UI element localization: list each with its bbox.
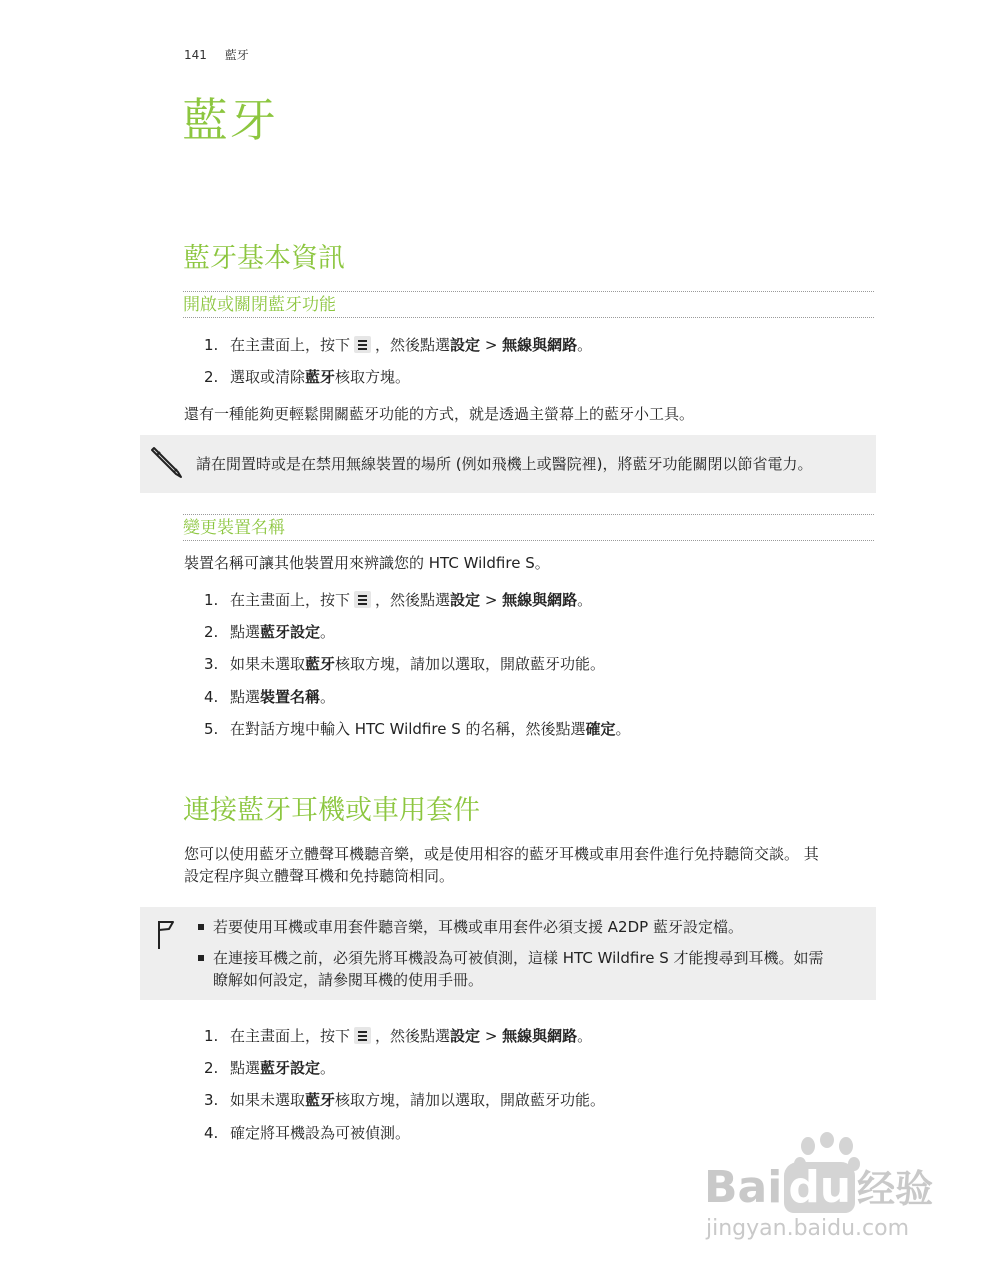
step-bold: 設定 [450, 1027, 481, 1045]
step-bold: 確定 [585, 720, 616, 738]
watermark-brand-b: du [784, 1162, 855, 1213]
step-text: 。 [320, 688, 336, 706]
step-bold: 藍牙 [305, 1091, 336, 1109]
step-bold: 藍牙 [305, 655, 336, 673]
step-bold: 藍牙設定 [260, 623, 321, 641]
list-item [204, 1057, 335, 1079]
step-bold: 無線與網路 [502, 591, 578, 609]
tip-box [140, 435, 876, 493]
step-bold: 無線與網路 [502, 1027, 578, 1045]
note-bullet-text: 若要使用耳機或車用套件聽音樂，耳機或車用套件必須支援 A2DP 藍牙設定檔。 [213, 918, 743, 936]
watermark-brand-c: 经验 [857, 1167, 934, 1211]
list-item [204, 1025, 592, 1047]
section-heading-bluetooth-basics: 藍牙基本資訊 [183, 243, 345, 274]
menu-key-icon [354, 591, 371, 608]
list-item [204, 589, 592, 611]
step-text: ，然後點選 [375, 336, 451, 354]
list-item [204, 1122, 410, 1144]
step-text: 在主畫面上，按下 [230, 336, 351, 354]
step-text: > [480, 1027, 503, 1045]
step-text: 。 [577, 1027, 593, 1045]
step-bold: 無線與網路 [502, 336, 578, 354]
step-bold: 設定 [450, 336, 481, 354]
step-number: 2. [204, 368, 219, 386]
note-box [140, 907, 876, 1000]
step-text: > [480, 336, 503, 354]
step-text: 選取或清除 [230, 368, 306, 386]
watermark-url: jingyan.baidu.com [706, 1216, 910, 1241]
list-item [204, 653, 605, 675]
step-text: 如果未選取 [230, 1091, 306, 1109]
watermark-brand-a: Bai [704, 1162, 783, 1213]
list-item [204, 621, 335, 643]
step-number: 2. [204, 623, 219, 641]
step-number: 1. [204, 591, 219, 609]
step-text: ，然後點選 [375, 1027, 451, 1045]
note-bullet [198, 916, 868, 938]
list-item [204, 1089, 605, 1111]
step-text: 。 [577, 591, 593, 609]
baidu-watermark [700, 1130, 940, 1260]
tip-text: 請在閒置時或是在禁用無線裝置的場所 (例如飛機上或醫院裡)，將藍牙功能關閉以節省電力。 [196, 455, 813, 473]
list-item [204, 718, 631, 740]
paragraph-headset-line-1: 您可以使用藍牙立體聲耳機聽音樂，或是使用相容的藍牙耳機或車用套件進行免持聽筒交談。 其 [184, 845, 819, 863]
step-text: 核取方塊，請加以選取，開啟藍牙功能。 [335, 1091, 606, 1109]
step-number: 1. [204, 336, 219, 354]
header-section: 藍牙 [224, 48, 249, 62]
flag-icon [156, 919, 176, 951]
page-title: 藍牙 [182, 93, 278, 147]
paragraph-headset-line-2: 設定程序與立體聲耳機和免持聽筒相同。 [184, 867, 455, 885]
step-number: 5. [204, 720, 219, 738]
step-text: 。 [320, 623, 336, 641]
step-bold: 藍牙設定 [260, 1059, 321, 1077]
step-bold: 藍牙 [305, 368, 336, 386]
step-number: 3. [204, 1091, 219, 1109]
step-text: 在對話方塊中輸入 HTC Wildfire S 的名稱，然後點選 [230, 720, 586, 738]
page-number: 141 [184, 48, 207, 62]
step-text: 在主畫面上，按下 [230, 591, 351, 609]
step-text: 如果未選取 [230, 655, 306, 673]
step-number: 1. [204, 1027, 219, 1045]
step-text: 點選 [230, 1059, 261, 1077]
step-text: ，然後點選 [375, 591, 451, 609]
note-bullet-text: 在連接耳機之前，必須先將耳機設為可被偵測，這樣 HTC Wildfire S 才能搜尋到耳機。如需 [213, 949, 824, 967]
menu-key-icon [354, 336, 371, 353]
step-text: 。 [320, 1059, 336, 1077]
subheading-toggle-bluetooth: 開啟或關閉藍牙功能 [183, 291, 874, 318]
step-text: 。 [615, 720, 631, 738]
list-item [204, 366, 410, 388]
step-text: 點選 [230, 623, 261, 641]
step-text: > [480, 591, 503, 609]
step-text: 核取方塊，請加以選取，開啟藍牙功能。 [335, 655, 606, 673]
step-text: 確定將耳機設為可被偵測。 [230, 1124, 411, 1142]
step-text: 點選 [230, 688, 261, 706]
list-item [204, 686, 335, 708]
step-text: 核取方塊。 [335, 368, 411, 386]
menu-key-icon [354, 1027, 371, 1044]
step-bold: 設定 [450, 591, 481, 609]
bullet-square-icon [198, 955, 204, 961]
step-number: 4. [204, 1124, 219, 1142]
page-header [184, 46, 249, 63]
pencil-icon [148, 444, 184, 480]
list-item [204, 334, 592, 356]
paragraph-device-name: 裝置名稱可讓其他裝置用來辨識您的 HTC Wildfire S。 [184, 554, 550, 572]
note-bullet-text: 瞭解如何設定，請參閱耳機的使用手冊。 [213, 971, 484, 989]
note-bullet [198, 947, 868, 991]
section-heading-connect-headset: 連接藍牙耳機或車用套件 [183, 795, 480, 826]
bullet-square-icon [198, 924, 204, 930]
step-text: 。 [577, 336, 593, 354]
subheading-change-device-name: 變更裝置名稱 [183, 514, 874, 541]
step-number: 3. [204, 655, 219, 673]
paragraph-widget: 還有一種能夠更輕鬆開關藍牙功能的方式，就是透過主螢幕上的藍牙小工具。 [184, 405, 695, 423]
step-number: 4. [204, 688, 219, 706]
step-number: 2. [204, 1059, 219, 1077]
step-bold: 裝置名稱 [260, 688, 321, 706]
step-text: 在主畫面上，按下 [230, 1027, 351, 1045]
